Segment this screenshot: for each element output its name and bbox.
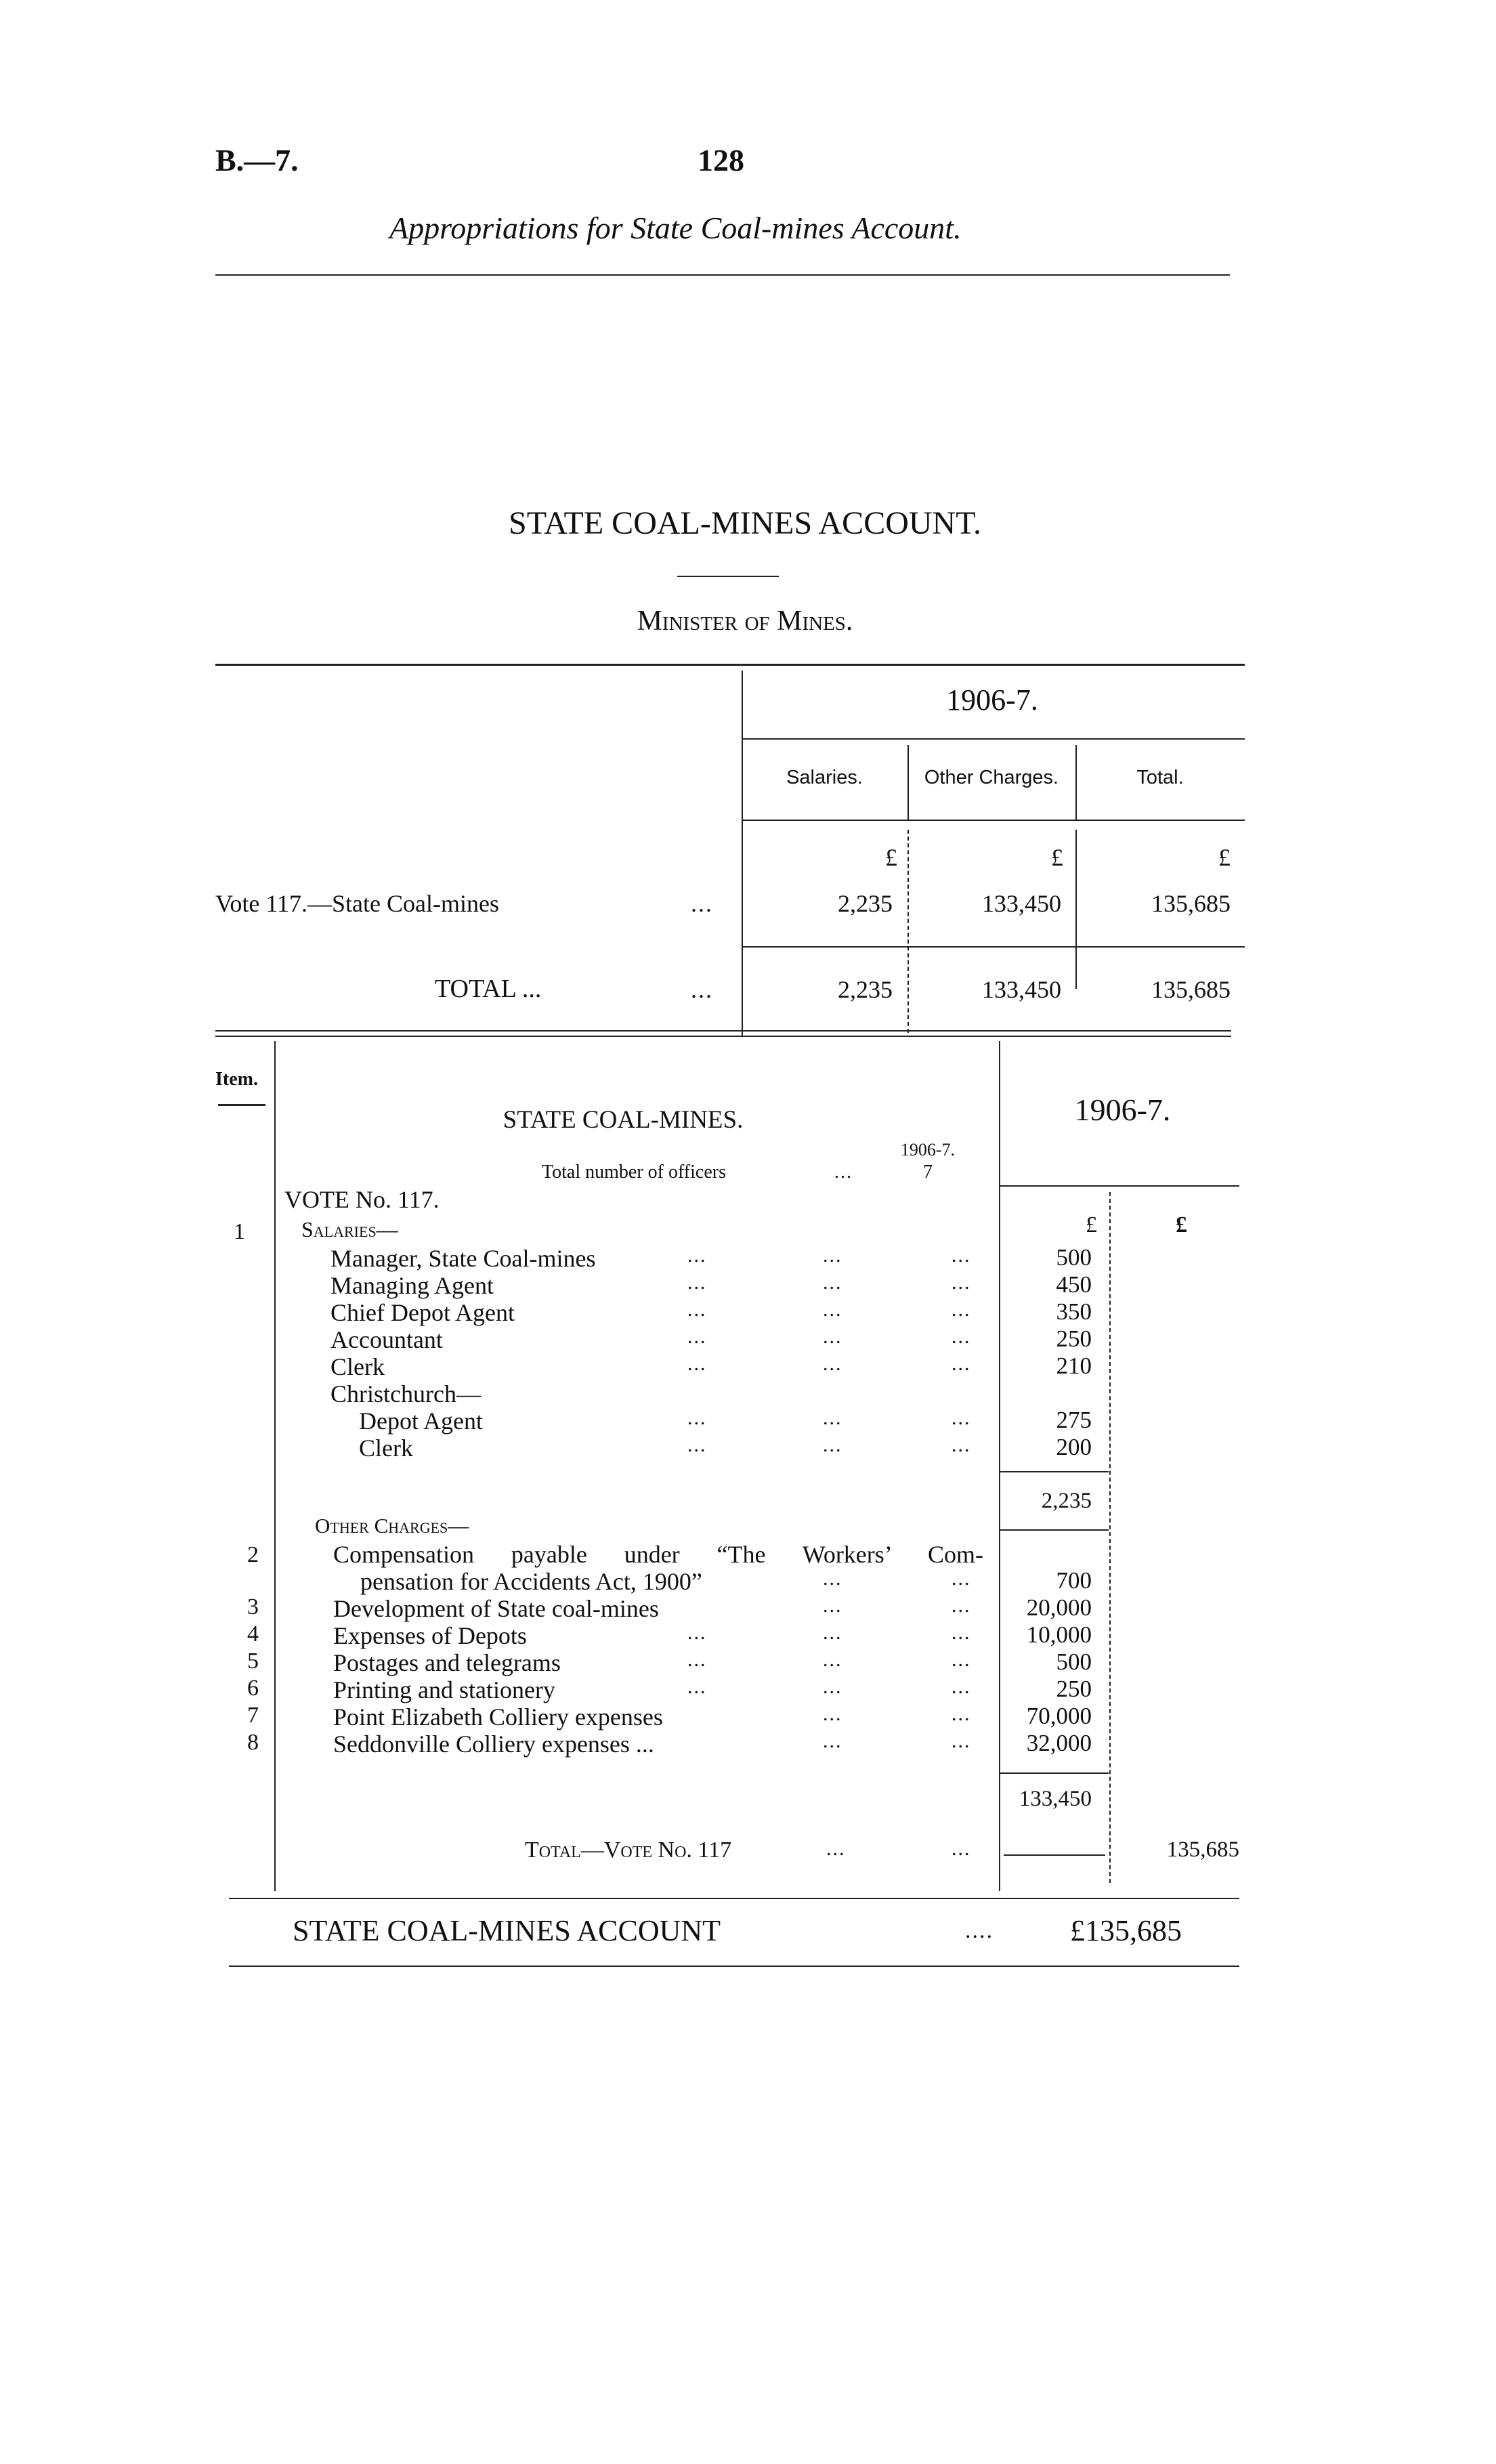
charge-amount: 20,000 [1026,1594,1092,1621]
leader-dots: ... [952,1730,971,1752]
total-total: 135,685 [1151,976,1231,1003]
currency-symbol: £ [1051,844,1063,871]
leader-dots: ... [687,1434,707,1456]
salary-label: Depot Agent [359,1407,483,1435]
officers-label: Total number of officers [542,1162,726,1183]
leader-dots: ... [687,1244,707,1267]
leader-dots: ... [823,1676,842,1698]
charge-label: Expenses of Depots [333,1622,527,1649]
leader-dots: ... [823,1567,842,1590]
salary-label: Managing Agent [330,1272,494,1299]
item-number: 3 [247,1594,259,1619]
summary-header-rule [742,820,1245,821]
amount-column-divider [999,1041,1000,1891]
salary-amount: 200 [1056,1434,1092,1460]
title-rule [677,576,779,577]
vote-total-label: Total—Vote No. 117 [525,1838,732,1863]
summary-divider [742,671,743,1036]
salary-amount: 450 [1056,1271,1092,1298]
leader-dots: ... [691,976,713,1003]
leader-dots: ... [823,1353,842,1375]
header-rule [215,274,1230,276]
subtotal-column-divider [1109,1192,1111,1883]
salary-amount: 210 [1056,1353,1092,1379]
summary-bottom-rule [215,1036,1231,1037]
salary-label: Chief Depot Agent [330,1299,515,1326]
footer-label: STATE COAL-MINES ACCOUNT [293,1914,721,1947]
charge-amount: 250 [1056,1676,1092,1702]
leader-dots: ... [687,1298,707,1321]
leader-dots: ... [952,1838,971,1860]
leader-dots: ... [687,1407,707,1429]
salaries-subtotal-rule [1000,1471,1109,1472]
total-salaries: 2,235 [838,976,893,1003]
leader-dots: ... [952,1353,971,1375]
leader-dots: ... [952,1434,971,1456]
detail-year: 1906-7. [1074,1092,1171,1127]
item-number: 8 [247,1730,259,1755]
leader-dots: ... [687,1621,707,1644]
vote-other-charges: 133,450 [982,890,1061,917]
summary-year-rule [742,738,1245,740]
other-charges-subtotal: 133,450 [1019,1787,1092,1811]
col-header-other-charges: Other Charges. [924,767,1059,788]
footer-rule [229,1966,1239,1967]
leader-dots: ... [952,1621,971,1644]
leader-dots: ... [687,1325,707,1348]
document-reference: B.—7. [215,143,299,177]
leader-dots: ... [823,1434,842,1456]
officers-year: 1906-7. [900,1140,956,1160]
detail-bottom-rule [229,1898,1239,1899]
footer-amount: £135,685 [1070,1914,1182,1947]
leader-dots: ... [823,1244,842,1267]
col-divider [907,830,909,1033]
leader-dots: ... [952,1244,971,1267]
vote-salaries: 2,235 [838,890,893,917]
leader-dots: ... [952,1649,971,1671]
salary-label: Accountant [330,1326,443,1353]
salary-amount: 350 [1056,1298,1092,1325]
leader-dots: ... [823,1730,842,1752]
leader-dots: ... [952,1271,971,1294]
leader-dots: ... [823,1325,842,1348]
col-header-total: Total. [1136,767,1184,788]
salaries-subtotal: 2,235 [1041,1489,1092,1513]
leader-dots: ... [952,1676,971,1698]
item-number: 2 [247,1542,259,1567]
page-number: 128 [698,143,744,177]
col-divider [1075,830,1077,989]
officers-count: 7 [923,1162,933,1183]
other-charges-heading: Other Charges— [315,1514,469,1537]
charge-label: Printing and stationery [333,1676,555,1703]
item-number: 7 [247,1703,259,1728]
charge-label: Point Elizabeth Colliery expenses [333,1703,663,1730]
charge-label: Compensation payable under “The Workers’ Com- [333,1541,983,1568]
leader-dots: ... [823,1298,842,1321]
summary-bottom-rule [215,1030,1231,1032]
currency-symbol: £ [1086,1212,1097,1237]
salary-amount: 250 [1056,1325,1092,1352]
vote-total: 135,685 [1151,890,1231,917]
charge-label: Postages and telegrams [333,1649,561,1676]
leader-dots: ... [823,1271,842,1294]
item-column-header: Item. [215,1069,258,1090]
item-number: 5 [247,1649,259,1674]
charge-label: Development of State coal-mines [333,1595,659,1622]
leader-dots: .... [965,1918,993,1943]
leader-dots: ... [823,1407,842,1429]
salaries-subtotal-rule [1000,1529,1109,1531]
page-title: STATE COAL-MINES ACCOUNT. [509,505,981,541]
leader-dots: ... [823,1649,842,1671]
summary-year: 1906-7. [946,683,1038,717]
currency-symbol: £ [885,844,897,871]
leader-dots: ... [952,1594,971,1617]
christchurch-heading: Christchurch— [330,1380,481,1407]
salary-label: Manager, State Coal-mines [330,1245,596,1272]
item-column-divider [274,1041,276,1891]
item-number: 6 [247,1676,259,1701]
charge-label-continued: pensation for Accidents Act, 1900” [360,1568,702,1595]
vote-title: VOTE No. 117. [284,1186,440,1213]
summary-total-rule [742,946,1245,948]
salary-amount: 500 [1056,1244,1092,1271]
item-header-rule [218,1104,265,1106]
vote-total-rule [1004,1854,1105,1856]
vote-total-amount: 135,685 [1166,1838,1239,1862]
leader-dots: ... [823,1703,842,1725]
currency-symbol: £ [1176,1212,1187,1237]
vote-label: Vote 117.—State Coal-mines [215,890,499,917]
col-header-salaries: Salaries. [786,767,863,788]
salary-label: Clerk [359,1435,413,1462]
leader-dots: ... [687,1271,707,1294]
leader-dots: ... [687,1676,707,1698]
total-other-charges: 133,450 [982,976,1061,1003]
leader-dots: ... [952,1407,971,1429]
leader-dots: ... [826,1838,846,1860]
leader-dots: ... [691,890,713,917]
charge-amount: 70,000 [1026,1703,1092,1729]
leader-dots: ... [834,1162,853,1183]
leader-dots: ... [952,1703,971,1725]
item-number: 1 [234,1219,245,1244]
leader-dots: ... [952,1298,971,1321]
other-subtotal-rule [1000,1772,1109,1774]
page-subtitle: Appropriations for State Coal-mines Account. [389,211,962,245]
charge-amount: 700 [1056,1567,1092,1594]
section-title: STATE COAL-MINES. [503,1106,744,1134]
leader-dots: ... [823,1594,842,1617]
leader-dots: ... [823,1621,842,1644]
charge-label: Seddonville Colliery expenses ... [333,1730,654,1758]
leader-dots: ... [952,1325,971,1348]
currency-symbol: £ [1218,844,1231,871]
summary-top-rule [215,664,1245,666]
leader-dots: ... [687,1649,707,1671]
leader-dots: ... [952,1567,971,1590]
leader-dots: ... [687,1353,707,1375]
charge-amount: 500 [1056,1649,1092,1675]
charge-amount: 10,000 [1026,1621,1092,1648]
minister-line: Minister of Mines. [637,606,853,637]
salary-amount: 275 [1056,1407,1092,1433]
summary-total-label: TOTAL ... [435,975,542,1003]
salaries-heading: Salaries— [301,1217,398,1241]
salary-label: Clerk [330,1353,385,1380]
charge-amount: 32,000 [1026,1730,1092,1756]
item-number: 4 [247,1621,259,1647]
detail-year-rule [999,1185,1239,1187]
